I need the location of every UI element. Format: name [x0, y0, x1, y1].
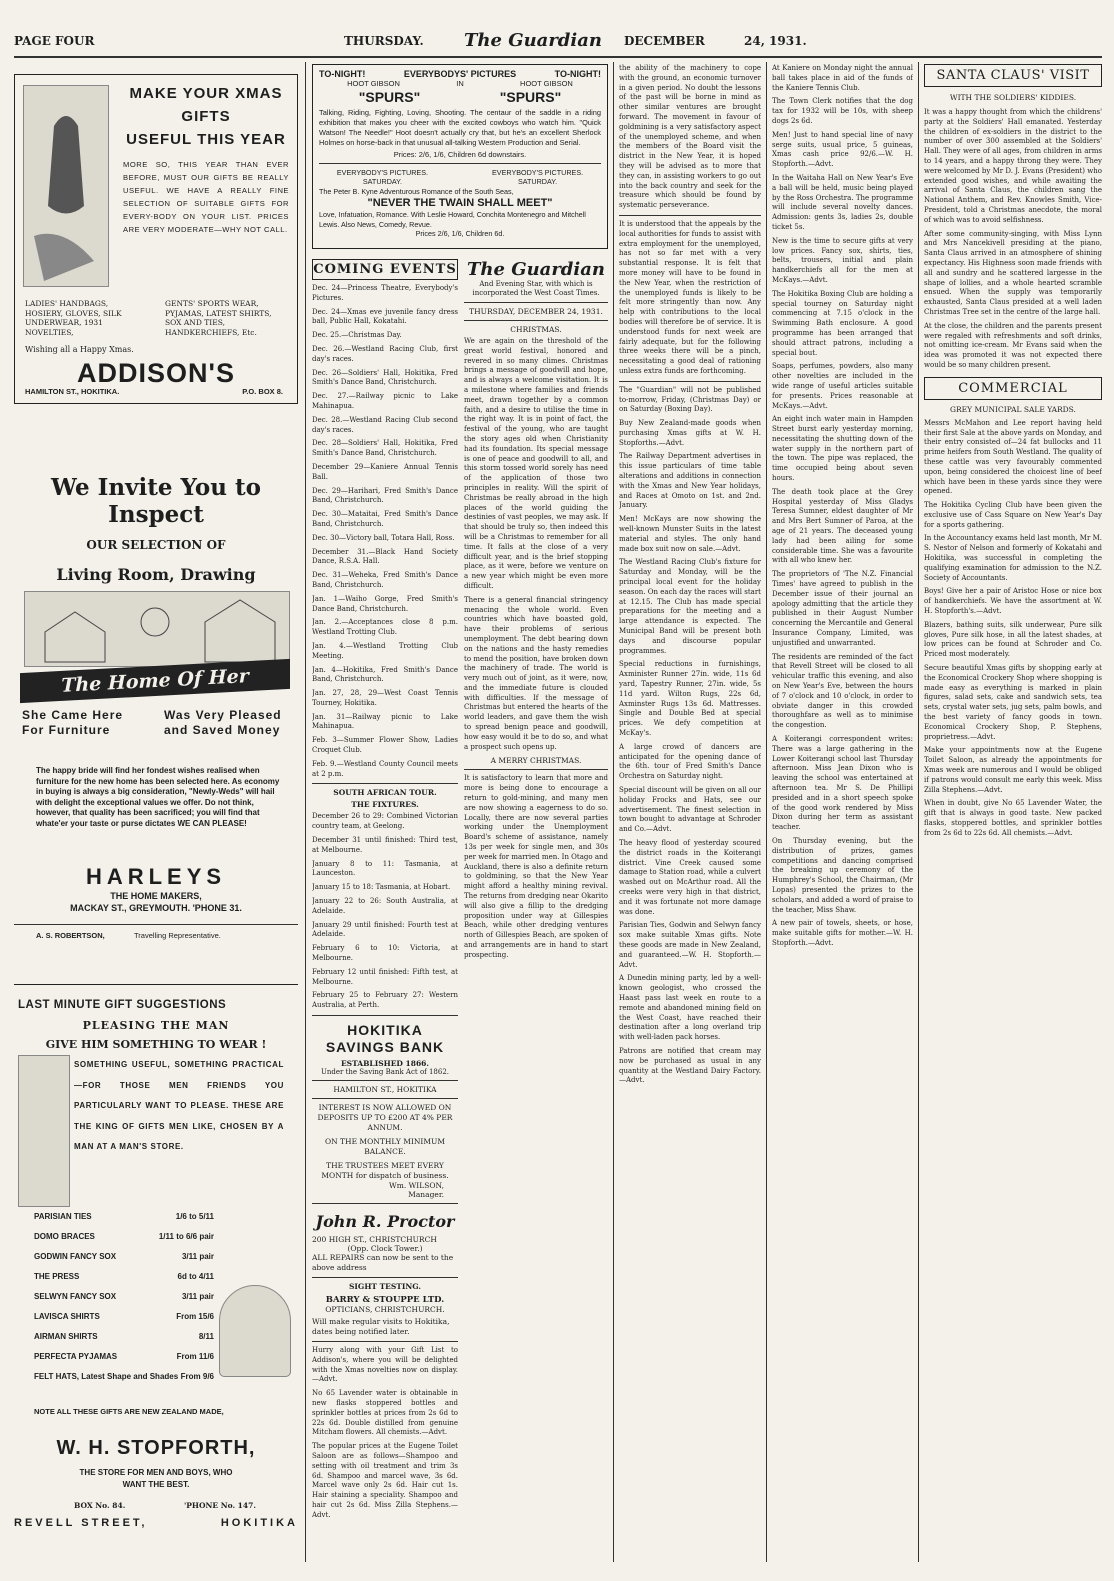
- pictures-saturday-left: EVERYBODY'S PICTURES. SATURDAY.: [336, 168, 428, 186]
- pictures-prices: Prices: 2/6, 1/6, Children 6d downstairs.: [393, 150, 527, 159]
- pictures-title-right: "SPURS": [499, 89, 562, 105]
- fixtures-list: [312, 812, 458, 1011]
- price-list-item: PARISIAN TIES: [34, 1212, 92, 1221]
- editorial-paragraph: We are again on the threshold of the great world festival, honored and revered in so many climes. Christmas brings a message of goodwill and hope, and is always a welcome visitation. It is a milestone where families and friends meet, drawn together by a common faith, and a desire to utilise the time in the right way. It is in point of fact, the festival of the young, who are taught the story ages old when Christianity had its foundation. Its special message is one of peace and goodwill to all, and this storm tossed world sorely has need of the application of those two principles in reality. Will the spirit of Christmas be really abroad in the high places of the world guiding the destinies of vast peoples, we may ask. If that should be truly so, then indeed this will be a Christmas to remember for all time. It falls at the close of a very difficult year, and is the brief stopping place, as it were, before we venture on a new year which might be even more difficult.: [464, 337, 608, 590]
- pictures-in: IN: [456, 79, 464, 88]
- proctor-advert: [312, 1212, 458, 1337]
- price-list-price: 1/11 to 6/6 pair: [158, 1232, 214, 1241]
- addisons-headline-3: USEFUL THIS YEAR: [126, 131, 286, 148]
- news-paragraph: The Westland Racing Club's fixture for Saturday and Monday, will be the principal local event for the holiday season. On each day the races will start at 12.15. The Club has made special preparations for the meeting and a large attendance is expected. The Municipal Band will be present both days and discourse popular programmes.: [619, 558, 761, 655]
- header-date: 24, 1931.: [744, 34, 807, 48]
- price-list-row: [34, 1347, 214, 1367]
- page-header: [14, 30, 1102, 52]
- price-list-row: [34, 1367, 214, 1387]
- event-item: Jan. 2.—Acceptances close 8 p.m. Westland Trotting Club.: [312, 618, 458, 637]
- pictures-tonight-left: TO-NIGHT!: [319, 69, 366, 79]
- bank-established: ESTABLISHED 1866.: [340, 1059, 430, 1069]
- stopforth-advert: [14, 984, 298, 1560]
- editorial-column: [464, 259, 608, 1559]
- stopforth-box: BOX No. 84.: [74, 1501, 126, 1510]
- masthead: The Guardian: [464, 30, 602, 51]
- news-paragraph: Boys! Give her a pair of Aristoc Hose or nice box of handkerchiefs. We have the assortment at W. H. Stopforth's.—Advt.: [924, 587, 1102, 616]
- news-paragraph: In the Accountancy exams held last month, Mr M. S. Nestor of Nelson and formerly of Kokatahi and Hokitika, was successful in completing the qualifying examination for admission to the N.Z. Society of Accountants.: [924, 534, 1102, 582]
- price-list-row: [34, 1207, 214, 1227]
- pictures-sat-desc: The Peter B. Kyne Adventurous Romance of the South Seas,: [319, 187, 514, 196]
- news-paragraph: Parisian Ties, Godwin and Selwyn fancy sox make suitable Xmas gifts. Note these goods are made in New Zealand, and guaranteed.—W. H. Stopforth.—Advt.: [619, 921, 761, 969]
- pictures-saturday-right: EVERYBODY'S PICTURES. SATURDAY.: [492, 168, 584, 186]
- news-paragraph: Buy New Zealand-made goods when purchasing Xmas gifts at W. H. Stopforths.—Advt.: [619, 419, 761, 447]
- news-paragraph: The heavy flood of yesterday scoured the district roads in the Koiterangi district. Vine Creek caused some damage to Station road, while a culvert washed out on McArthur road. All the creeks were very high in that district, and it was fortunate not more damage was done.: [619, 838, 761, 916]
- harleys-sub1: OUR SELECTION OF: [86, 538, 226, 552]
- stopforth-tagline: THE STORE FOR MEN AND BOYS, WHO WANT THE BEST.: [79, 1468, 233, 1489]
- price-list-row: [34, 1327, 214, 1347]
- price-list-item: GODWIN FANCY SOX: [34, 1252, 117, 1261]
- event-item: Jan. 4.—Westland Trotting Club Meeting.: [312, 641, 458, 660]
- addisons-wish: Wishing all a Happy Xmas.: [25, 345, 134, 354]
- news-paragraph: Secure beautiful Xmas gifts by shopping early at the Economical Crockery Shop where shopping is made easy as everything is marked in plain figures, salad sets, cake and sandwich sets, tea sets, crystal water sets, jug sets, palm bowls, and the best variety of fancy goods in town. Economical Crockery Shop, P. Stephens, proprietress.—Advt.: [924, 664, 1102, 741]
- news-paragraph: the ability of the machinery to cope with the ground, an economic turnover in a given period. No doubt the lessons of the past will be borne in mind as other similar ventures are brought forward. The movement in favour of goldmining is a very satisfactory aspect of the unemployed scheme, and when the members of the Board visit the district in the New Year, it is hoped they will be advised as to more that they can, in assisting workers to go out into the back country and seek for the treasure which should be found by systematic perseverance.: [619, 64, 761, 210]
- event-item: Jan. 31—Railway picnic to Lake Mahinapua.: [312, 712, 458, 731]
- news-paragraph: The proprietors of 'The N.Z. Financial Times' have agreed to publish in the December issue of their journal an apology admitting that the article they published in their August Number concerning the Mercantile and General Insurance Company, Limited, was unjustified and unwarranted.: [772, 570, 913, 647]
- price-list-item: LAVISCA SHIRTS: [34, 1312, 100, 1321]
- fixture-item: February 12 until finished: Fifth test, at Melbourne.: [312, 967, 458, 986]
- price-list-item: FELT HATS, Latest Shape and Shades: [34, 1372, 179, 1381]
- event-item: Feb. 9.—Westland County Council meets at 2 p.m.: [312, 759, 458, 778]
- news-column-6: [924, 64, 1102, 1562]
- price-list-price: 8/11: [198, 1332, 214, 1341]
- news-paragraph: In the Waitaha Hall on New Year's Eve a ball will be held, music being played by the Ross Orchestra. The programme will include several novelty dances. Admission: gents 3s, ladies 2s, double ticket 5s.: [772, 173, 913, 231]
- middle-column: [312, 64, 608, 1562]
- event-item: December 31.—Black Hand Society Dance, R.S.A. Hall.: [312, 547, 458, 566]
- news-paragraph: Special discount will be given on all our holiday Frocks and Hats, see our advertisement. The finest selection in town bought to advantage at Schroder and Co.—Advt.: [619, 785, 761, 834]
- news-paragraph: The Railway Department advertises in this issue particulars of time table alterations and additions in connection with the Xmas and New Year holidays, and Races at Omoto on 1st. and 2nd. January.: [619, 452, 761, 510]
- commercial-title: COMMERCIAL: [958, 380, 1068, 396]
- event-item: Jan. 27, 28, 29—West Coast Tennis Tourney, Hokitika.: [312, 689, 458, 707]
- event-item: Dec. 27.—Railway picnic to Lake Mahinapua.: [312, 392, 458, 410]
- event-item: Dec. 30—Mataitai, Fred Smith's Dance Band, Christchurch.: [312, 510, 458, 528]
- editorial-paragraph: There is a general financial stringency menacing the whole world. Even countries which have boasted gold, have their problems of serious unemployment. The debt bearing down on the nations and the hasty remedies to mend the position, have broken down the machinery of trade. The world is very much out of joint, as it were, now, and the immediate future is clouded with difficulties. If the message of Christmas but entered the hearts of the world leaders, and gave them the wish to spread benign peace and goodwill, how easy would it be to do so, and what a prospect such opens up.: [464, 595, 608, 751]
- news-paragraph: It is understood that the appeals by the local authorities for funds to assist with extra employment for the unemployed, has not so far met with a very substantial response. It is felt that more money will have to be found in the New Year, when the restriction of the unemployed funds is likely to be felt more stringently than now. Any help with contributions to the local bodies will therefore be of service. It is understood funds for next week are fairly adequate, but for the following three weeks there will be a pinch, necessitating a good deal of rationing unless extra funds are forthcoming.: [619, 219, 761, 375]
- price-list-price: From 9/6: [180, 1372, 214, 1381]
- addisons-advert: [14, 74, 298, 404]
- event-item: Dec. 30—Victory ball, Totara Hall, Ross.: [312, 533, 455, 542]
- stopforth-sub1: PLEASING THE MAN: [82, 1019, 230, 1032]
- harleys-right-slogan: Was Very Pleased and Saved Money: [164, 708, 282, 737]
- sight-testing: SIGHT TESTING.: [348, 1282, 421, 1292]
- event-item: Dec. 26—Soldiers' Hall, Hokitika, Fred Smith's Dance Band, Christchurch.: [312, 368, 458, 387]
- fixture-item: December 31 until finished: Third test, at Melbourne.: [312, 836, 458, 854]
- event-item: Dec. 26.—Westland Racing Club, first day's races.: [312, 344, 458, 363]
- pictures-description: Talking, Riding, Fighting, Loving, Shooting. The centaur of the saddle in a riding exhibition that makes you cheer with the excited cowboys who watch him. "Quick Watson! The Needle!" Hoot doesn't actually cry that, but he's an excellent Sherlock Holmes on horse-back in that unusual all-talking Western Production and Serial.: [319, 108, 601, 147]
- santa-paragraph: It was a happy thought from which the childrens' party at the Soldiers' Hall emanated. Yesterday the children of ex-soldiers in the district to the number of over 300 assembled at the Soldiers' Hall. They were of all ages, from children in arms to 14 years, and a happy throng they were. They were welcomed by Mr D. J. Evans (President) who extended good wishes, and while awaiting the arrival of Santa Claus, the children sang the National Anthem, and Rev. Knowles Smith, Vice-President, told a Christmas anecdote, the moral of which was to avoid selfishness.: [924, 108, 1102, 224]
- left-ad-column: [14, 64, 298, 1562]
- harleys-tagline: THE HOME MAKERS,: [110, 891, 202, 901]
- harleys-left-slogan: She Came Here For Furniture: [22, 708, 124, 737]
- event-item: Jan. 4—Hokitika, Fred Smith's Dance Band, Christchurch.: [312, 665, 458, 684]
- price-list-item: AIRMAN SHIRTS: [34, 1332, 98, 1341]
- coming-events-column: [312, 259, 458, 1559]
- harleys-address: MACKAY ST., GREYMOUTH. 'PHONE 31.: [70, 903, 242, 913]
- addisons-name: ADDISON'S: [77, 358, 235, 388]
- price-list-price: From 15/6: [176, 1312, 214, 1321]
- news-paragraph: An eight inch water main in Hampden Street burst early yesterday morning, necessitating the shutting down of the water supply in the northern part of the town. The pipe was replaced, the time occupied being about seven hours.: [772, 415, 913, 483]
- news-paragraph: The residents are reminded of the fact that Revell Street will be closed to all vehicular traffic this evening, and also on New Year's Eve, between the hours of 7 o'clock and 10 o'clock, in order to obviate danger in this crowded thoroughfare as well as to minimise the congestion.: [772, 652, 913, 730]
- event-item: Dec. 29—Harihari, Fred Smith's Dance Band, Christchurch.: [312, 486, 458, 505]
- news-paragraph: Men! Just to hand special line of navy serge suits, usual price, 5 guineas, Xmas cash price 92/6.—W. H. Stopforth.—Advt.: [772, 130, 913, 169]
- harleys-rep-title: Travelling Representative.: [134, 931, 221, 940]
- news-paragraph: A new pair of towels, sheets, or hose, make suitable gifts for mother.—W. H. Stopforth.—Advt.: [772, 919, 913, 947]
- price-list-item: SELWYN FANCY SOX: [34, 1292, 117, 1301]
- price-list-item: PERFECTA PYJAMAS: [34, 1352, 118, 1361]
- bank-monthly: ON THE MONTHLY MINIMUM BALANCE.: [324, 1137, 446, 1157]
- lady-illustration: [23, 85, 109, 287]
- addisons-box: P.O. BOX 8.: [242, 387, 283, 396]
- pictures-sat-prices: Prices 2/6, 1/6, Children 6d.: [415, 229, 505, 238]
- stopforth-name: W. H. STOPFORTH,: [56, 1437, 256, 1459]
- news-paragraph: Blazers, bathing suits, silk underwear, Pure silk gloves, Pure silk hose, in all the latest shades, at low prices can be found at Schroder and Co. Priced most moderately.: [924, 620, 1102, 659]
- fixture-item: January 22 to 26: South Australia, at Adelaide.: [312, 897, 458, 915]
- stopforth-note: NOTE ALL THESE GIFTS ARE NEW ZEALAND MADE,: [34, 1407, 224, 1416]
- news-paragraph: A large crowd of dancers are anticipated for the opening dance of the 6th. tour of Fred Smith's Dance Orchestra on Saturday night.: [619, 742, 761, 781]
- optician-firm-sub: OPTICIANS, CHRISTCHURCH.: [325, 1305, 445, 1315]
- bank-act: Under the Saving Bank Act of 1862.: [320, 1068, 450, 1077]
- addisons-ladies-list: LADIES' HANDBAGS, HOSIERY, GLOVES, SILK UNDERWEAR, 1931 NOVELTIES,: [25, 299, 122, 337]
- harleys-rep-name: A. S. ROBERTSON,: [36, 931, 105, 940]
- optician-firm: BARRY & STOUPPE LTD.: [325, 1295, 445, 1306]
- harleys-advert: [14, 416, 298, 966]
- bank-manager-title: Manager.: [408, 1190, 444, 1200]
- addisons-body: MORE SO, THIS YEAR THAN EVER BEFORE, MUST OUR GIFTS BE REALLY USEFUL. WE HAVE A REALLY FINE SELECTION OF SUITABLE GIFTS FOR EVERY-BODY ON YOUR LIST. PRICES ARE VERY MODERATE—WHY NOT CALL.: [123, 160, 289, 234]
- fixture-item: February 6 to 10: Victoria, at Melbourne.: [312, 944, 458, 963]
- santa-paragraph: After some community-singing, with Miss Lynn and Mrs Nancekivell presiding at the piano, Santa Claus arrived in an atmosphere of shining expectancy. His Highness soon made friends with all and sundry and he scattered largesse in the shape of lollies, and a whole hearted scramble ensued. When the supply was temporarily exhausted, Santa Claus presided at a well laden Christmas Tree set in the centre of the large hall.: [924, 229, 1102, 316]
- merry-christmas: A MERRY CHRISTMAS.: [490, 756, 582, 766]
- gentleman-portrait: [219, 1285, 291, 1377]
- news-paragraph: The Town Clerk notifies that the dog tax for 1932 will be 10s, with sheep dogs 2s 6d.: [772, 97, 913, 125]
- pictures-cinema: EVERYBODYS' PICTURES: [403, 69, 517, 79]
- harleys-rule: [14, 924, 298, 925]
- price-list-item: DOMO BRACES: [34, 1232, 95, 1241]
- fixture-item: February 25 to February 27: Western Australia, at Perth.: [312, 991, 458, 1010]
- price-list-row: [34, 1247, 214, 1267]
- event-item: Dec. 24—Xmas eve juvenile fancy dress ball, Public Hall, Kokatahi.: [312, 307, 458, 326]
- addisons-headline-2: GIFTS: [181, 108, 231, 125]
- harleys-body: The happy bride will find her fondest wishes realised when furniture for the new home has been selected here. As economy in buying is always a big consideration, "Newly-Weds" will hail with delight the exceptional values we offer. Do not think, however, that quality has been sacrificed; you will find that whate'er your taste or purse dictates WE CAN PLEASE!: [36, 766, 280, 828]
- news-paragraph: Soaps, perfumes, powders, also many other novelties are included in the wide range of useful articles suitable for presents. Prices reasonable at McKays.—Advt.: [772, 362, 913, 410]
- column-divider: [766, 62, 767, 1562]
- fixture-item: December 26 to 29: Combined Victorian country team, at Geelong.: [312, 812, 458, 831]
- fixtures-title: THE FIXTURES.: [351, 800, 419, 810]
- column-divider: [613, 62, 614, 1562]
- bank-address: HAMILTON ST., HOKITIKA: [333, 1085, 437, 1095]
- addisons-headline-1: MAKE YOUR XMAS: [129, 85, 283, 102]
- optician-visits: Will make regular visits to Hokitika, dates being notified later.: [312, 1317, 450, 1337]
- price-list-price: 1/6 to 5/11: [175, 1212, 214, 1221]
- bank-trustees: THE TRUSTEES MEET EVERY MONTH for dispatch of business.: [321, 1161, 449, 1181]
- price-list-row: [34, 1267, 214, 1287]
- event-item: Dec. 25.—Christmas Day.: [312, 331, 402, 340]
- stopforth-sub2: GIVE HIM SOMETHING TO WEAR !: [45, 1038, 267, 1051]
- news-paragraph: The death took place at the Grey Hospital yesterday of Miss Gladys Teresa Sumner, eldest daughter of Mr and Mrs Bert Sumner of Paroa, at the age of 21 years. The deceased young lady had been ailing for some considerable time. She was a favourite with all who knew her.: [772, 487, 913, 565]
- news-paragraph: New is the time to secure gifts at very low prices. Fancy sox, shirts, ties, belts, trousers, initial and plain handkerchiefs all for the men at McKays.—Advt.: [772, 236, 913, 284]
- editorial-masthead: The Guardian: [467, 259, 605, 280]
- proctor-address: 200 HIGH ST., CHRISTCHURCH: [312, 1235, 437, 1245]
- santa-title: SANTA CLAUS' VISIT: [936, 68, 1090, 83]
- news-paragraph: On Thursday evening, but the distribution of prizes, games competitions and dancing comprised the breaking up ceremony of the Humphrey's School, the Chairman, (Mr Lopas) presented the prizes to the scholars, and added a word of praise to the teacher, Miss Shaw.: [772, 836, 913, 914]
- tour-title: SOUTH AFRICAN TOUR.: [333, 788, 437, 798]
- news-paragraph: Make your appointments now at the Eugene Toilet Saloon, as already the appointments for Xmas week are numerous and I would be obliged if patrons would consult me early this week. Miss Zilla Stephens.—Advt.: [924, 746, 1102, 794]
- news-column-5: [772, 64, 913, 1562]
- addisons-address: HAMILTON ST., HOKITIKA.: [25, 387, 120, 396]
- harleys-banner: The Home Of Her Dreams: [20, 659, 290, 703]
- header-rule: [14, 56, 1102, 58]
- news-paragraph: A Koiterangi correspondent writes: There was a large gathering in the Lower Koiterangi school last Thursday afternoon. Miss Jean Dixon who is leaving the school was entertained at afternoon tea. Mr S. De Phillipi presided and in a short speech spoke of the good work rendered by Miss Dixon during her term as assistant teacher.: [772, 735, 913, 832]
- publication-notice: The "Guardian" will not be published to-morrow, Friday, (Christmas Day) or on Saturday (Boxing Day).: [619, 385, 761, 414]
- pictures-sat-body: Love, Infatuation, Romance. With Leslie Howard, Conchita Montenegro and Mitchell Lewis. Also News, Comedy, Revue.: [319, 210, 586, 229]
- fixture-item: January 15 to 18: Tasmania, at Hobart.: [312, 883, 451, 892]
- gift-list-notice: Hurry along with your Gift List to Addison's, where you will be delighted with the Xmas novelties now on display.—Advt.: [312, 1346, 458, 1384]
- editorial-dateline: THURSDAY, DECEMBER 24, 1931.: [469, 307, 603, 316]
- harleys-headline: We Invite You to Inspect: [51, 474, 261, 528]
- event-item: Jan. 1—Waiho Gorge, Fred Smith's Dance Band, Christchurch.: [312, 594, 458, 613]
- harleys-sub2: Living Room, Drawing: [56, 565, 256, 584]
- news-paragraph: Special reductions in furnishings, Axminister Runner 27in. wide, 11s 6d yard, Tapestry Runner, 27in. wide, 5s 11d yard. Wilton Rugs, 22s 6d, Axminster Rugs 13s 6d. Mattresses. Single and Double Bed at special prices. We defy competition at McKay's.: [619, 660, 761, 737]
- editorial-paragraph: It is satisfactory to learn that more and more is being done to encourage a return to gold-mining, and many men are now showing a eagerness to do so. Locally, there are now several parties working under the Unemployment Board's scheme of assistance, namely 13s per week for single men, and 30s per week for married men. In Otago and Auckland, there is also a definite return to goldmining, so that the New Year might afford a healthy mining revival. The returns from dredging near Okarito will also give a fillip to the dredging proposition under way at Gillespies Beach, while other dredging ventures north of Gillespies Beach, are spoken of and arrangements are in hand to start prospecting.: [464, 774, 608, 959]
- proctor-repairs: ALL REPAIRS can now be sent to the above address: [312, 1253, 454, 1273]
- pictures-advert: [312, 64, 608, 249]
- bank-manager-name: Wm. WILSON,: [389, 1181, 444, 1191]
- editorial-sub: And Evening Star, with which is incorporated the West Coast Times.: [472, 280, 600, 297]
- editorial-heading: CHRISTMAS.: [510, 325, 562, 334]
- man-illustration: [18, 1055, 70, 1207]
- harleys-name: HARLEYS: [85, 864, 227, 889]
- news-paragraph: The Hokitika Boxing Club are holding a special tourney on Saturday night commencing at 7.15 o'clock in the Swimming Bath enclosure. A good programme has been arranged that should attract patrons, including a special bout.: [772, 289, 913, 357]
- pictures-sat-title: "NEVER THE TWAIN SHALL MEET": [367, 197, 553, 209]
- fixture-item: January 8 to 11: Tasmania, at Launceston.: [312, 859, 458, 878]
- price-list-price: From 11/6: [176, 1352, 214, 1361]
- commercial-paragraph: Messrs McMahon and Lee report having held their first Sale at the above yards on Monday, and their entry consisted of—24 fat bullocks and 11 prime heifers from South Westland. The quality of these cattle was very favourably commented upon, being considered the choicest line of beef which have been in these yards since they were opened.: [924, 418, 1102, 496]
- savings-bank-advert: [312, 1022, 458, 1199]
- pictures-star-right: HOOT GIBSON: [520, 79, 573, 88]
- proctor-logo: John R. Proctor: [315, 1212, 455, 1232]
- column-divider: [305, 62, 306, 1562]
- page-number: PAGE FOUR: [14, 34, 95, 48]
- addisons-gents-list: GENTS' SPORTS WEAR, PYJAMAS, LATEST SHIRTS, SOX AND TIES, HANDKERCHIEFS, Etc.: [165, 299, 272, 337]
- proctor-opp: (Opp. Clock Tower.): [347, 1244, 423, 1254]
- bank-interest: INTEREST IS NOW ALLOWED ON DEPOSITS UP TO £200 AT 4% PER ANNUM.: [317, 1103, 453, 1133]
- stopforth-street: REVELL STREET,: [14, 1517, 148, 1529]
- price-list-row: [34, 1227, 214, 1247]
- price-list-price: 6d to 4/11: [177, 1272, 214, 1281]
- stopforth-town: HOKITIKA: [220, 1517, 298, 1529]
- home-illustration: [24, 591, 290, 667]
- lavender-notice: No 65 Lavender water is obtainable in new flasks stoppered bottles and sprinkler bottles at prices from 2s 6d to 22s 6d. Double distilled from genuine Mitcham flowers. All chemists.—Advt.: [312, 1389, 458, 1437]
- price-list-row: [34, 1307, 214, 1327]
- pictures-star-left: HOOT GIBSON: [347, 79, 400, 88]
- header-month: DECEMBER: [624, 34, 705, 48]
- news-paragraph: A Dunedin mining party, led by a well-known geologist, who crossed the Haast pass last week en route to a remote and abandoned mining field on the West Coast, have reached their destination after a long overland trip with well-laden pack horses.: [619, 974, 761, 1042]
- event-item: December 29—Kaniere Annual Tennis Ball.: [312, 462, 458, 481]
- fixture-item: January 29 until finished: Fourth test at Adelaide.: [312, 920, 458, 939]
- eugene-notice: The popular prices at the Eugene Toilet Saloon are as follows—Shampoo and setting with oil treatment and trim 3s 6d. Shampoo and marcel wave, 3s 6d. Marcel wave only 2s 6d. Hair cut 1s. Hair staining a speciality. Shampoo and hair cut 2s 6d. Miss Zilla Stephens.—Advt.: [312, 1442, 458, 1519]
- event-item: Dec. 31—Weheka, Fred Smith's Dance Band, Christchurch.: [312, 571, 458, 589]
- price-list-item: THE PRESS: [34, 1272, 80, 1281]
- price-list-price: 3/11 pair: [181, 1252, 214, 1261]
- price-list-row: [34, 1287, 214, 1307]
- header-day: THURSDAY.: [344, 34, 424, 48]
- pictures-title-left: "SPURS": [358, 89, 421, 105]
- commercial-sub: GREY MUNICIPAL SALE YARDS.: [950, 404, 1076, 414]
- event-item: Dec. 28.—Westland Racing Club second day's races.: [312, 415, 458, 434]
- price-list-price: 3/11 pair: [181, 1292, 214, 1301]
- stopforth-price-list: [34, 1207, 214, 1387]
- coming-events-list: [312, 284, 458, 779]
- column-divider: [918, 62, 919, 1562]
- santa-sub: WITH THE SOLDIERS' KIDDIES.: [949, 93, 1077, 102]
- bank-title: HOKITIKA SAVINGS BANK: [325, 1022, 445, 1056]
- coming-events-title: COMING EVENTS: [313, 262, 457, 277]
- stopforth-phone: 'PHONE No. 147.: [184, 1501, 256, 1510]
- stopforth-headline: LAST MINUTE GIFT SUGGESTIONS: [18, 999, 227, 1011]
- pictures-tonight-right: TO-NIGHT!: [554, 69, 601, 79]
- event-item: Dec. 24—Princess Theatre, Everybody's Pictures.: [312, 284, 458, 302]
- news-paragraph: Patrons are notified that cream may now be purchased as usual in any quantity at the Westland Dairy Factory.—Advt.: [619, 1046, 761, 1085]
- stopforth-body: SOMETHING USEFUL, SOMETHING PRACTICAL—FOR THOSE MEN FRIENDS YOU PARTICULARLY WANT TO PLEASE. THESE ARE THE KING OF GIFTS MEN LIKE, CHOSEN BY A MAN AT A MAN'S STORE.: [74, 1060, 284, 1151]
- news-paragraph: When in doubt, give No 65 Lavender Water, the gift that is always in good taste. New packed flasks, stoppered bottles, and sprinkler bottles from 2s 6d to 22s 6d. All chemists.—Advt.: [924, 799, 1102, 837]
- news-paragraph: The Hokitika Cycling Club have been given the exclusive use of Cass Square on New Year's Day for a sports gathering.: [924, 501, 1102, 529]
- news-paragraph: At Kaniere on Monday night the annual ball takes place in aid of the funds of the Kaniere Tennis Club.: [772, 64, 913, 92]
- santa-paragraph: At the close, the children and the parents present were regaled with refreshments and soft drinks, not omitting ice-cream. Mr Evans said when the idea was promoted it was not expected there would be so many children present.: [924, 321, 1102, 369]
- news-paragraph: Men! McKays are now showing the well-known Munster Suits in the latest material and styles. The only hand made box suit now on sale.—Advt.: [619, 515, 761, 553]
- news-column-4: [619, 64, 761, 1562]
- event-item: Dec. 28—Soldiers' Hall, Hokitika, Fred Smith's Dance Band, Christchurch.: [312, 439, 458, 458]
- event-item: Feb. 3—Summer Flower Show, Ladies Croquet Club.: [312, 736, 458, 755]
